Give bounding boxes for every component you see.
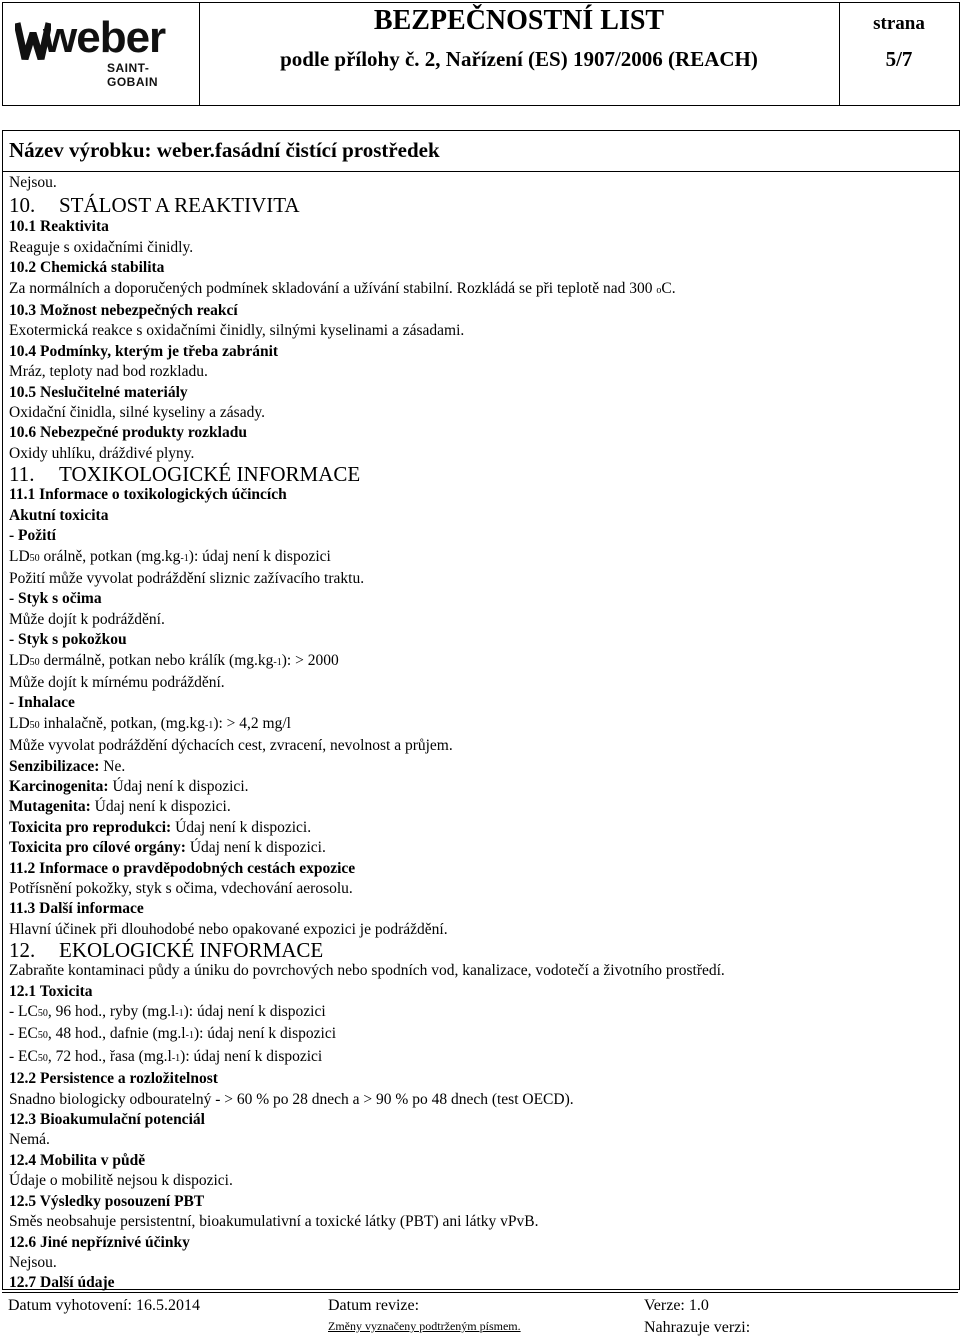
text-line: Hlavní účinek při dlouhodobé nebo opakované expozici je podráždění. — [9, 920, 448, 938]
text-line — [9, 1002, 955, 1024]
subscript: 50 — [29, 552, 40, 564]
section-number: 10. — [9, 193, 36, 218]
subsection-heading: 11.3 Další informace — [9, 900, 144, 918]
label: Senzibilizace: — [9, 757, 100, 775]
text-line: Exotermická reakce s oxidačními činidly, silnými kyselinami a zásadami. — [9, 322, 465, 340]
text-line: Požití může vyvolat podráždění sliznic zažívacího traktu. — [9, 569, 365, 587]
superscript: -1 — [180, 552, 189, 564]
subscript: 50 — [29, 719, 40, 731]
subscript: 50 — [37, 1052, 48, 1064]
subheading: - Styk s pokožkou — [9, 631, 127, 649]
superscript: -1 — [171, 1052, 181, 1064]
subsection-heading: 12.4 Mobilita v půdě — [9, 1151, 146, 1169]
subsection-heading: 10.4 Podmínky, kterým je třeba zabránit — [9, 342, 279, 360]
label: Mutagenita: — [9, 798, 91, 816]
text-span: ): údaj není k dispozici — [188, 547, 331, 565]
text-span: C. — [661, 279, 676, 297]
text-span: Za normálních a doporučených podmínek skladování a užívání stabilní. Rozkládá se při teplotě nad 300 — [9, 279, 657, 297]
text-line — [9, 797, 955, 817]
text-line: Údaje o mobilitě nejsou k dispozici. — [9, 1172, 233, 1190]
text-span: , 48 hod., dafnie (mg.l — [47, 1025, 186, 1043]
document-subtitle: podle přílohy č. 2, Nařízení (ES) 1907/2006 (REACH) — [280, 47, 758, 71]
subscript: 50 — [29, 656, 40, 668]
text-line — [9, 1047, 955, 1069]
text-span: ): > 4,2 mg/l — [213, 714, 291, 732]
text-line: Může dojít k podráždění. — [9, 610, 165, 628]
text-span: LD — [9, 547, 30, 565]
section-number: 11. — [9, 462, 35, 487]
subsection-heading: 10.6 Nebezpečné produkty rozkladu — [9, 424, 247, 442]
product-name: Název výrobku: weber.fasádní čistící prostředek — [9, 138, 440, 162]
text-line: Nejsou. — [9, 1253, 57, 1271]
text-line: Reaguje s oxidačními činidly. — [9, 238, 194, 256]
label: Karcinogenita: — [9, 777, 109, 795]
text-span: ): údaj není k dispozici — [183, 1003, 326, 1021]
text-line: Může vyvolat podráždění dýchacích cest, zvracení, nevolnost a průjem. — [9, 737, 453, 755]
text-line: Snadno biologicky odbouratelný - > 60 % po 28 dnech a > 90 % po 48 dnech (test OECD). — [9, 1090, 574, 1108]
page-label: strana — [873, 13, 925, 34]
page-cell — [839, 3, 959, 105]
title-cell — [199, 3, 840, 105]
section-number: 12. — [9, 938, 36, 963]
text-span: orálně, potkan (mg.kg — [39, 547, 181, 565]
subsection-heading: 12.6 Jiné nepříznivé účinky — [9, 1233, 190, 1251]
text-line — [9, 777, 955, 797]
document-body — [2, 130, 960, 1290]
text-line — [9, 651, 955, 673]
subheading: Akutní toxicita — [9, 506, 109, 524]
replaces-version: Nahrazuje verzi: — [644, 1319, 751, 1336]
document-title: BEZPEČNOSTNÍ LIST — [373, 5, 665, 36]
subsection-heading: 12.2 Persistence a rozložitelnost — [9, 1070, 218, 1088]
subsection-heading: 12.7 Další údaje — [9, 1274, 115, 1292]
subsection-heading: 11.2 Informace o pravděpodobných cestách expozice — [9, 859, 356, 877]
logo-subtext: SAINT-GOBAIN — [107, 61, 158, 89]
section-heading-10 — [9, 194, 955, 217]
section-title: EKOLOGICKÉ INFORMACE — [59, 938, 324, 963]
label: Toxicita pro reprodukci: — [9, 818, 172, 836]
text-line: Může dojít k mírnému podráždění. — [9, 673, 225, 691]
text-line: Oxidy uhlíku, dráždivé plyny. — [9, 444, 195, 462]
value: Údaj není k dispozici. — [185, 839, 326, 857]
text-span: , 72 hod., řasa (mg.l — [47, 1047, 172, 1065]
text-span: LD — [9, 714, 30, 732]
text-line: Potřísnění pokožky, styk s očima, vdechování aerosolu. — [9, 880, 353, 897]
superscript: -1 — [204, 719, 214, 731]
text-line — [9, 279, 955, 301]
text-line — [9, 547, 955, 569]
date-revision: Datum revize: — [328, 1297, 420, 1314]
text-line: Zabraňte kontaminaci půdy a úniku do povrchových nebo spodních vod, kanalizace, vodotečí a životního prostředí. — [9, 962, 725, 980]
logo-cell — [3, 3, 200, 105]
value: Ne. — [99, 757, 126, 775]
superscript: -1 — [175, 1008, 184, 1020]
subsection-heading: 10.2 Chemická stabilita — [9, 259, 165, 277]
text-line — [9, 714, 955, 736]
subsection-heading: 10.5 Neslučitelné materiály — [9, 383, 188, 401]
subsection-heading: 12.5 Výsledky posouzení PBT — [9, 1192, 205, 1210]
text-span: - LC — [9, 1003, 38, 1021]
subsection-heading: 10.1 Reaktivita — [9, 218, 109, 236]
subheading: - Styk s očima — [9, 590, 102, 608]
section-title: TOXIKOLOGICKÉ INFORMACE — [59, 462, 361, 487]
subheading: - Inhalace — [9, 694, 75, 712]
text-span: inhalačně, potkan, (mg.kg — [39, 714, 205, 732]
superscript: -1 — [273, 656, 282, 668]
text-line — [9, 838, 955, 858]
value: Údaj není k dispozici. — [108, 777, 249, 795]
text-line — [9, 818, 955, 838]
text-line: Oxidační činidla, silné kyseliny a zásady. — [9, 404, 265, 422]
text-span: - EC — [9, 1047, 38, 1065]
subsection-heading: 12.3 Bioakumulační potenciál — [9, 1111, 205, 1129]
section-heading-12 — [9, 940, 955, 961]
text-line — [9, 757, 955, 777]
document-header — [2, 2, 960, 106]
text-line: Nejsou. — [9, 174, 57, 191]
text-span: ): > 2000 — [281, 651, 339, 669]
subsection-heading: 11.1 Informace o toxikologických účincích — [9, 486, 287, 504]
subscript: 50 — [37, 1030, 48, 1042]
subsection-heading: 10.3 Možnost nebezpečných reakcí — [9, 302, 238, 320]
section-title: STÁLOST A REAKTIVITA — [59, 193, 300, 218]
text-line: Směs neobsahuje persistentní, bioakumulativní a toxické látky (PBT) ani látky vPvB. — [9, 1213, 539, 1231]
text-span: , 96 hod., ryby (mg.l — [47, 1003, 176, 1021]
text-span: LD — [9, 651, 30, 669]
logo-text: weber — [43, 13, 166, 62]
product-name-row — [3, 131, 959, 172]
section-heading-11 — [9, 464, 955, 485]
subscript: 50 — [37, 1008, 48, 1020]
date-created: Datum vyhotovení: 16.5.2014 — [8, 1297, 200, 1314]
version: Verze: 1.0 — [644, 1297, 709, 1314]
text-line: Nemá. — [9, 1131, 50, 1149]
value: Údaj není k dispozici. — [171, 818, 312, 836]
text-span: - EC — [9, 1025, 38, 1043]
text-span: ): údaj není k dispozici — [193, 1025, 337, 1043]
value: Údaj není k dispozici. — [90, 798, 231, 816]
label: Toxicita pro cílové orgány: — [9, 839, 186, 857]
degree-mark: o — [656, 284, 662, 296]
changes-note: Změny vyznačeny podtrženým písmem. — [328, 1319, 521, 1333]
subheading: - Požití — [9, 527, 56, 545]
content — [9, 173, 955, 1294]
subsection-heading: 12.1 Toxicita — [9, 982, 93, 1000]
superscript: -1 — [185, 1030, 194, 1042]
text-line: Mráz, teploty nad bod rozkladu. — [9, 363, 208, 381]
text-span: dermálně, potkan nebo králík (mg.kg — [39, 651, 274, 669]
page-number: 5/7 — [885, 47, 913, 71]
document-footer — [2, 1292, 958, 1339]
text-line — [9, 1024, 955, 1046]
text-span: ): údaj není k dispozici — [180, 1047, 323, 1065]
